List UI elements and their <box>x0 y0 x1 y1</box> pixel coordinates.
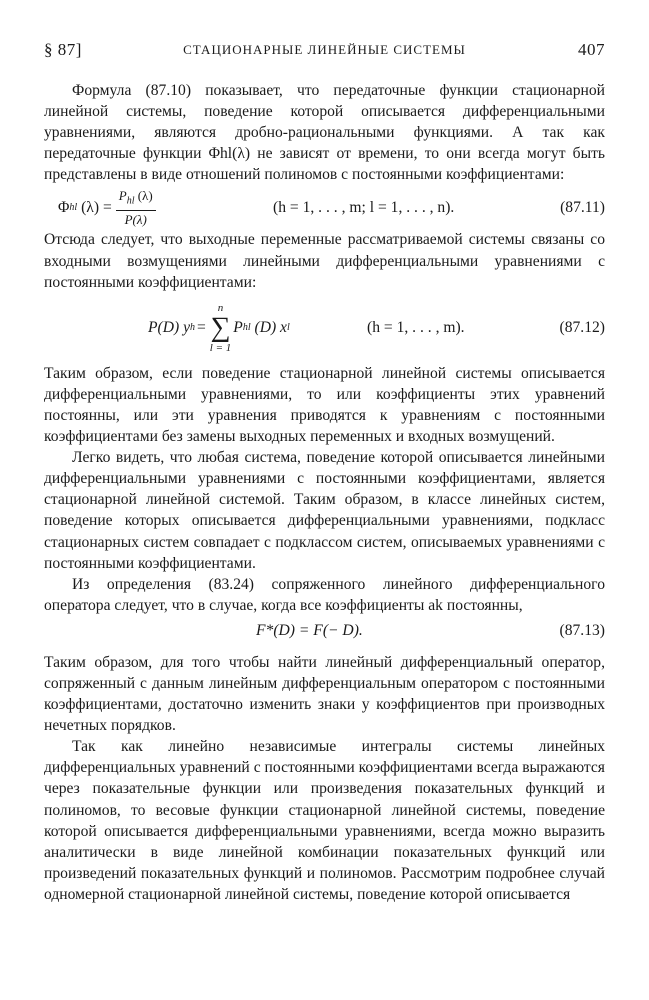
equation-87-11 <box>44 185 605 229</box>
eq1-lhs-sub: hl <box>69 201 78 213</box>
running-title: СТАЦИОНАРНЫЕ ЛИНЕЙНЫЕ СИСТЕМЫ <box>183 42 466 57</box>
eq2-rhs: P <box>233 319 243 337</box>
eq2-number: (87.12) <box>559 319 605 337</box>
eq1-denominator: P(λ) <box>124 211 147 227</box>
eq1-numerator: P <box>118 188 127 204</box>
page-body <box>44 80 605 905</box>
sigma-icon: ∑ <box>210 311 231 343</box>
paragraph-5: Из определения (83.24) сопряженного линейного дифференциального оператора следует, что в случае, когда все коэффициенты ak постоянны, <box>44 575 605 614</box>
eq2-rhs-sub2: l <box>286 322 290 334</box>
eq2-lhs: P(D) y <box>148 319 190 337</box>
section-reference: § 87] <box>44 40 82 59</box>
eq1-lhs: Φ <box>58 198 70 216</box>
page-number: 407 <box>578 40 605 59</box>
equation-87-11-formula <box>58 185 160 229</box>
paragraph-6: Таким образом, для того чтобы найти линейный дифференциальный оператор, сопряженный с данным линейным дифференциальным оператором с постоянными коэффициентами, достаточно изменить знаки у коэффициентов при производных нечетных порядков. <box>44 653 605 735</box>
eq1-lhs-arg: (λ) = <box>81 198 112 216</box>
paragraph-7: Так как линейно независимые интегралы системы линейных дифференциальных уравнений с постоянными коэффициентами всегда выражаются через показательные функции или произведения показательных функций и полиномов, то весовые функции стационарной линейной системы, поведение которой описывается дифференциальными уравнениями, всегда можно выразить аналитически в виде линейной комбинации показательных функций или произведений показательных функций и полиномов. Рассмотрим подробнее случай одномерной стационарной линейной системы, поведение которой описывается <box>44 738 605 903</box>
paragraph-4: Легко видеть, что любая система, поведение которой описывается линейными дифференциальными уравнениями с постоянными коэффициентами, является стационарной линейной системой. Таким образом, в классе линейных систем, поведение которых описывается дифференциальными уравнениями, подкласс стационарных систем совпадает с подклассом систем, описываемых уравнениями с постоянными коэффициентами. <box>44 449 605 572</box>
equation-87-13 <box>44 616 605 646</box>
eq2-rhs-sub: hl <box>242 322 251 334</box>
eq1-condition: (h = 1, . . . , m; l = 1, . . . , n). <box>273 198 455 216</box>
eq2-rhs-mid: (D) x <box>254 319 287 337</box>
paragraph-2: Отсюда следует, что выходные переменные рассматриваемой системы связаны со входными возмущениями линейными дифференциальными уравнениями с постоянными коэффициентами: <box>44 231 605 291</box>
eq3-number: (87.13) <box>559 622 605 640</box>
equation-87-12 <box>44 293 605 363</box>
eq2-lhs-sub: h <box>190 322 195 334</box>
eq2-eq-sign: = <box>197 319 206 337</box>
eq2-sum-upper: n <box>217 301 224 314</box>
eq1-fraction <box>116 188 156 227</box>
equation-87-12-formula <box>148 293 290 363</box>
paragraph-1: Формула (87.10) показывает, что передаточные функции стационарной линейной системы, поведение которой описывается дифференциальными уравнениями, являются дробно-рациональными функциями. А так как передаточные функции Φhl(λ) не зависят от времени, то они всегда могут быть представлены в виде отношений полиномов с постоянными коэффициентами: <box>44 82 605 184</box>
eq2-summation <box>210 302 231 354</box>
eq1-number: (87.11) <box>560 198 605 216</box>
eq3-formula: F*(D) = F(− D). <box>256 622 363 640</box>
paragraph-3: Таким образом, если поведение стационарной линейной системы описывается дифференциальными уравнениями, то или коэффициенты этих уравнений постоянны, или эти уравнения приводятся к уравнениям с постоянными коэффициентами без замены выходных переменных и входных возмущений. <box>44 364 605 446</box>
running-header <box>44 40 605 64</box>
eq2-condition: (h = 1, . . . , m). <box>367 319 465 337</box>
eq1-numerator-arg: (λ) <box>137 188 153 204</box>
eq1-numerator-sub: hl <box>126 195 135 207</box>
eq2-sum-lower: l = 1 <box>209 341 232 354</box>
